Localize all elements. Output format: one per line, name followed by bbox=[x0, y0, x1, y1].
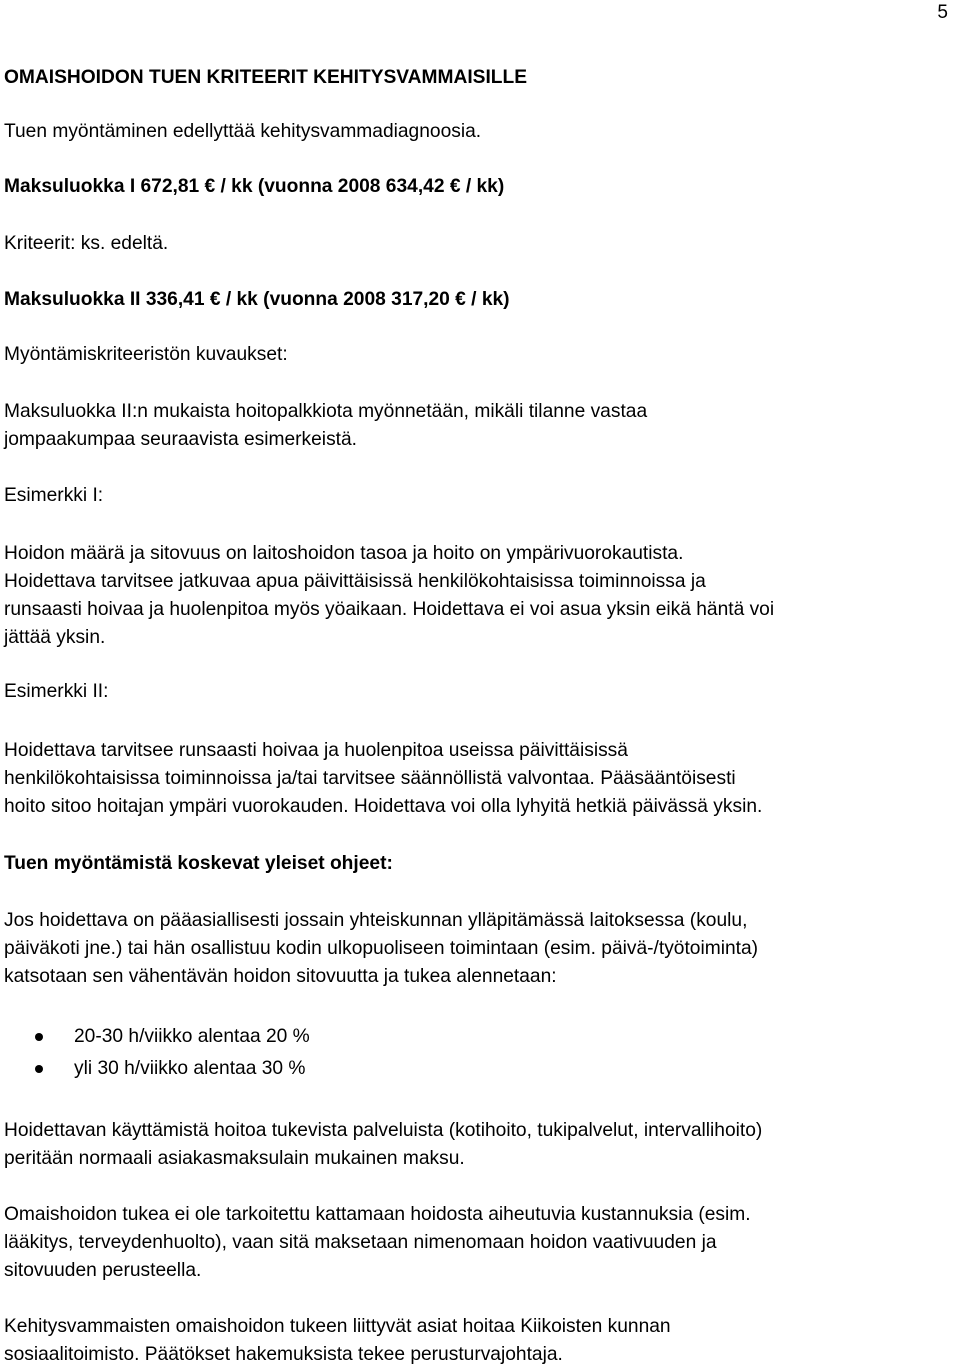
text-line: Hoidettava tarvitsee runsaasti hoivaa ja huolenpitoa useissa päivittäisissä bbox=[4, 740, 628, 761]
example2-label: Esimerkki II: bbox=[4, 681, 109, 702]
text-line: jompaakumpaa seuraavista esimerkeistä. bbox=[4, 429, 358, 450]
document-body bbox=[4, 64, 958, 1369]
general-paragraph-4 bbox=[4, 1313, 958, 1369]
general-paragraph-2 bbox=[4, 1117, 958, 1173]
text-line: Jos hoidettava on pääasiallisesti jossain yhteiskunnan ylläpitämässä laitoksessa (koulu, bbox=[4, 910, 748, 931]
text-line: lääkitys, terveydenhuolto), vaan sitä maksetaan nimenomaan hoidon vaativuuden ja bbox=[4, 1232, 717, 1253]
class1-criteria: Kriteerit: ks. edeltä. bbox=[4, 233, 169, 254]
text-line: Hoidettavan käyttämistä hoitoa tukevista palveluista (kotihoito, tukipalvelut, intervallihoito) bbox=[4, 1120, 763, 1141]
class2-description-title: Myöntämiskriteeristön kuvaukset: bbox=[4, 344, 288, 365]
list-item-text: 20-30 h/viikko alentaa 20 % bbox=[74, 1026, 310, 1047]
page-title: OMAISHOIDON TUEN KRITEERIT KEHITYSVAMMAISILLE bbox=[4, 67, 528, 88]
text-line: henkilökohtaisissa toiminnoissa ja/tai tarvitsee säännöllistä valvontaa. Pääsääntöisesti bbox=[4, 768, 736, 789]
list-item bbox=[4, 1053, 958, 1085]
reduction-list bbox=[4, 1021, 958, 1085]
list-item-text: yli 30 h/viikko alentaa 30 % bbox=[74, 1058, 306, 1079]
text-line: Hoidon määrä ja sitovuus on laitoshoidon tasoa ja hoito on ympärivuorokautista. bbox=[4, 543, 684, 564]
text-line: sosiaalitoimisto. Päätökset hakemuksista tekee perusturvajohtaja. bbox=[4, 1344, 563, 1365]
class1-heading: Maksuluokka I 672,81 € / kk (vuonna 2008 634,42 € / kk) bbox=[4, 176, 505, 197]
bullet-icon bbox=[35, 1065, 43, 1073]
text-line: peritään normaali asiakasmaksulain mukainen maksu. bbox=[4, 1148, 465, 1169]
general-paragraph-1 bbox=[4, 907, 958, 991]
class2-description bbox=[4, 398, 958, 454]
general-heading: Tuen myöntämistä koskevat yleiset ohjeet: bbox=[4, 853, 393, 874]
text-line: katsotaan sen vähentävän hoidon sitovuutta ja tukea alennetaan: bbox=[4, 966, 557, 987]
intro-text: Tuen myöntäminen edellyttää kehitysvammadiagnoosia. bbox=[4, 121, 482, 142]
text-line: runsaasti hoivaa ja huolenpitoa myös yöaikaan. Hoidettava ei voi asua yksin eikä häntä voi bbox=[4, 599, 775, 620]
example1-text bbox=[4, 540, 958, 652]
text-line: Omaishoidon tukea ei ole tarkoitettu kattamaan hoidosta aiheutuvia kustannuksia (esim. bbox=[4, 1204, 751, 1225]
page-number: 5 bbox=[937, 2, 948, 23]
text-line: Kehitysvammaisten omaishoidon tukeen liittyvät asiat hoitaa Kiikoisten kunnan bbox=[4, 1316, 671, 1337]
text-line: Maksuluokka II:n mukaista hoitopalkkiota myönnetään, mikäli tilanne vastaa bbox=[4, 401, 648, 422]
text-line: Hoidettava tarvitsee jatkuvaa apua päivittäisissä henkilökohtaisissa toiminnoissa ja bbox=[4, 571, 706, 592]
text-line: sitovuuden perusteella. bbox=[4, 1260, 202, 1281]
bullet-icon bbox=[35, 1033, 43, 1041]
text-line: jättää yksin. bbox=[4, 627, 106, 648]
text-line: päiväkoti jne.) tai hän osallistuu kodin ulkopuoliseen toimintaan (esim. päivä-/työtoiminta) bbox=[4, 938, 759, 959]
list-item bbox=[4, 1021, 958, 1053]
class2-heading: Maksuluokka II 336,41 € / kk (vuonna 2008 317,20 € / kk) bbox=[4, 289, 510, 310]
text-line: hoito sitoo hoitajan ympäri vuorokauden. Hoidettava voi olla lyhyitä hetkiä päivässä yksin. bbox=[4, 796, 763, 817]
example1-label: Esimerkki I: bbox=[4, 485, 104, 506]
general-paragraph-3 bbox=[4, 1201, 958, 1285]
example2-text bbox=[4, 737, 958, 821]
